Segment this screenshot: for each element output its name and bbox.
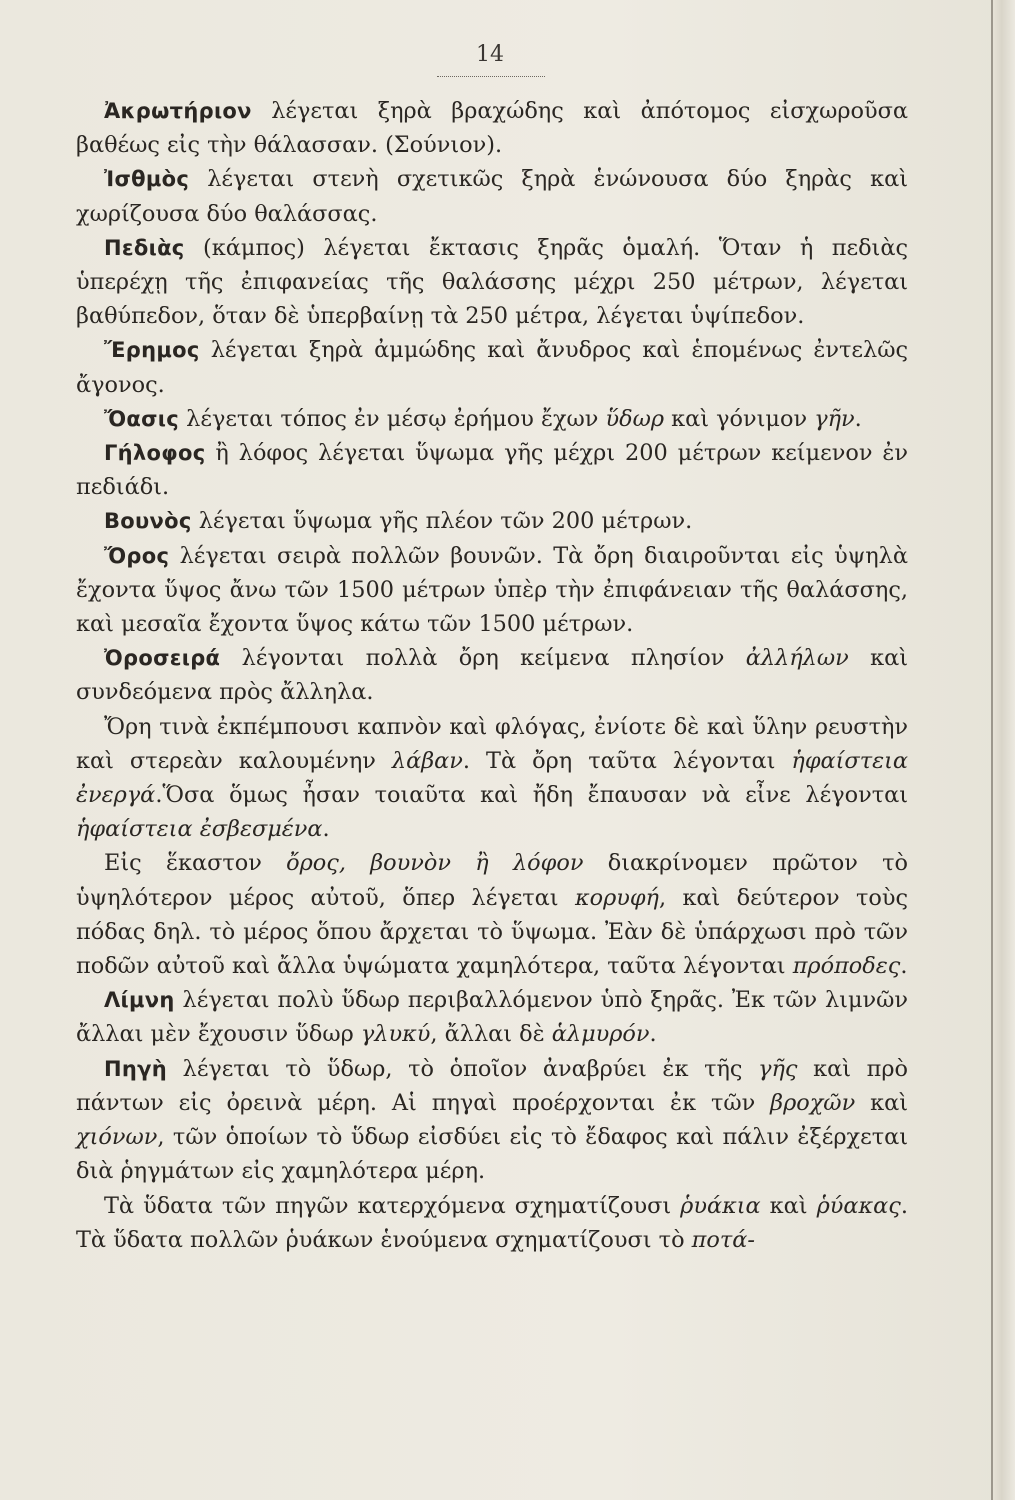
paragraph-erimos: Ἔρημος λέγεται ξηρὰ ἀμμώδης καὶ ἄνυδρος καὶ ἑπομένως ἐντελῶς ἄγονος. <box>76 337 908 398</box>
page-number: 14 <box>476 42 504 67</box>
term: Γήλοφος <box>104 441 206 466</box>
paragraph-isthmos: Ἰσθμὸς λέγεται στενὴ σχετικῶς ξηρὰ ἑνώνουσα δύο ξηρὰς καὶ χωρίζουσα δύο θαλάσσας. <box>76 166 908 227</box>
paragraph-pigi: Πηγὴ λέγεται τὸ ὕδωρ, τὸ ὁποῖον ἀναβρύει ἐκ τῆς γῆς καὶ πρὸ πάντων εἰς ὀρεινὰ μέρη. Αἱ πηγαὶ προέρχονται ἐκ τῶν βροχῶν καὶ χιόνων, τῶν ὁποίων τὸ ὕδωρ εἰσδύει εἰς τὸ ἔδαφος καὶ πάλιν ἐξέρχεται διὰ ῥηγμάτων εἰς χαμηλότερα μέρη. <box>76 1055 908 1185</box>
paragraph-vounos: Βουνὸς λέγεται ὕψωμα γῆς πλέον τῶν 200 μέτρων. <box>104 508 693 535</box>
term: Βουνὸς <box>104 509 192 534</box>
paragraph-ryakia: Τὰ ὕδατα τῶν πηγῶν κατερχόμενα σχηματίζουσι ῥυάκια καὶ ῥύακας. Τὰ ὕδατα πολλῶν ῥυάκων ἑνούμενα σχηματίζουσι τὸ ποτά- <box>76 1192 908 1253</box>
body-text <box>76 94 908 1257</box>
term: Ἰσθμὸς <box>104 167 190 192</box>
term: Πεδιὰς <box>104 235 185 260</box>
term: Ἀκρωτήριον <box>104 99 252 123</box>
paragraph-limni: Λίμνη λέγεται πολὺ ὕδωρ περιβαλλόμενον ὑπὸ ξηρᾶς. Ἐκ τῶν λιμνῶν ἄλλαι μὲν ἔχουσιν ὕδωρ γλυκύ, ἄλλαι δὲ ἁλμυρόν. <box>76 987 908 1048</box>
paragraph-ifaisteia: Ὄρη τινὰ ἐκπέμπουσι καπνὸν καὶ φλόγας, ἐνίοτε δὲ καὶ ὕλην ρευστὴν καὶ στερεὰν καλουμένην λάβαν. Τὰ ὄρη ταῦτα λέγονται ἡφαίστεια ἐνεργά.Ὅσα ὅμως ἦσαν τοιαῦτα καὶ ἤδη ἔπαυσαν νὰ εἶνε λέγονται ἡφαίστεια ἐσβεσμένα. <box>76 713 908 843</box>
term: Πηγὴ <box>104 1056 167 1081</box>
paragraph-pedias: Πεδιὰς (κάμπος) λέγεται ἔκτασις ξηρᾶς ὁμαλή. Ὅταν ἡ πεδιὰς ὑπερέχῃ τῆς ἐπιφανείας τῆς θαλάσσης μέχρι 250 μέτρων, λέγεται βαθύπεδον, ὅταν δὲ ὑπερβαίνῃ τὰ 250 μέτρα, λέγεται ὑψίπεδον. <box>76 234 908 330</box>
paragraph-akrotirion: Ἀκρωτήριον λέγεται ξηρὰ βραχώδης καὶ ἀπότομος εἰσχωροῦσα βαθέως εἰς τὴν θάλασσαν. (Σούνιον). <box>76 98 908 159</box>
paragraph-oros: Ὄρος λέγεται σειρὰ πολλῶν βουνῶν. Τὰ ὄρη διαιροῦνται εἰς ὑψηλὰ ἔχοντα ὕψος ἄνω τῶν 1500 μέτρων ὑπὲρ τὴν ἐπιφάνειαν τῆς θαλάσσης, καὶ μεσαῖα ἔχοντα ὕψος κάτω τῶν 1500 μέτρων. <box>76 542 908 638</box>
paragraph-oasis: Ὄασις λέγεται τόπος ἐν μέσῳ ἐρήμου ἔχων ὕδωρ καὶ γόνιμον γῆν. <box>104 405 862 432</box>
term: Ἔρημος <box>104 338 200 363</box>
term: Ὄασις <box>104 406 180 431</box>
term: Ὄρος <box>104 543 170 568</box>
paragraph-oroseira: Ὀροσειρά λέγονται πολλὰ ὄρη κείμενα πλησίον ἀλλήλων καὶ συνδεόμενα πρὸς ἄλληλα. <box>76 645 908 706</box>
term: Λίμνη <box>104 988 175 1013</box>
header-rule <box>437 76 545 77</box>
term: Ὀροσειρά <box>104 646 221 671</box>
paragraph-koryfi: Εἰς ἕκαστον ὄρος, βουνὸν ἢ λόφον διακρίνομεν πρῶτον τὸ ὑψηλότερον μέρος αὐτοῦ, ὅπερ λέγεται κορυφή, καὶ δεύτερον τοὺς πόδας δηλ. τὸ μέρος ὅπου ἄρχεται τὸ ὕψωμα. Ἐὰν δὲ ὑπάρχωσι πρὸ τῶν ποδῶν αὐτοῦ καὶ ἄλλα ὑψώματα χαμηλότερα, ταῦτα λέγονται πρόποδες. <box>76 850 908 980</box>
paragraph-gilofos: Γήλοφος ἢ λόφος λέγεται ὕψωμα γῆς μέχρι 200 μέτρων κείμενον ἐν πεδιάδι. <box>76 440 908 501</box>
book-gutter-edge <box>991 0 1015 1500</box>
